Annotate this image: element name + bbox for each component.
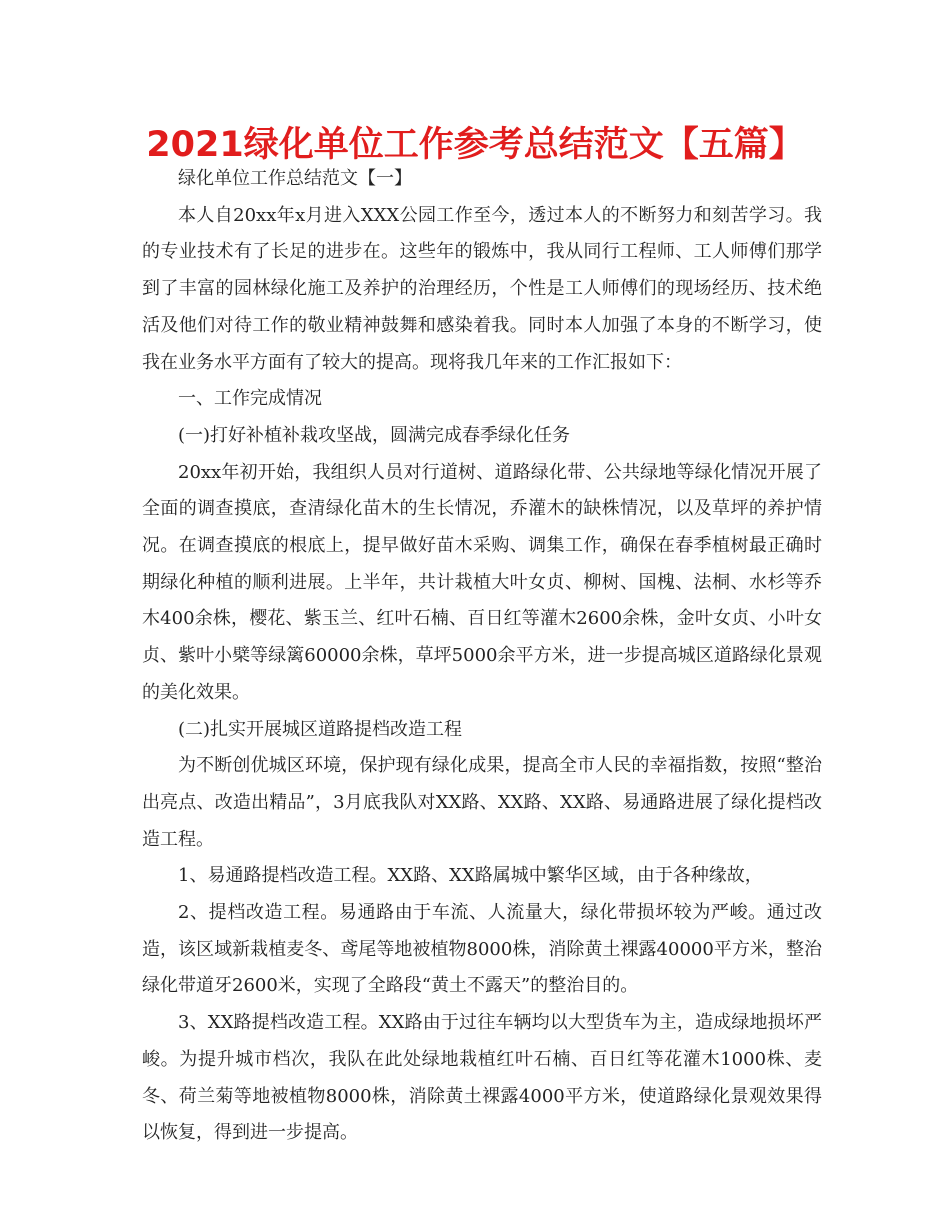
paragraph: 20xx年初开始，我组织人员对行道树、道路绿化带、公共绿地等绿化情况开展了全面的调查摸底，查清绿化苗木的生长情况，乔灌木的缺株情况，以及草坪的养护情况。在调查摸底的根底上，提早做好苗木采购、调集工作，确保在春季植树最正确时期绿化种植的顺利进展。上半年，共计栽植大叶女贞、柳树、国槐、法桐、水杉等乔木400余株，樱花、紫玉兰、红叶石楠、百日红等灌木2600余株，金叶女贞、小叶女贞、紫叶小檗等绿篱60000余株，草坪5000余平方米，进一步提高城区道路绿化景观的美化效果。 xyxy=(142,461,822,703)
paragraph: 2、提档改造工程。易通路由于车流、人流量大，绿化带损坏较为严峻。通过改造，该区域新栽植麦冬、鸢尾等地被植物8000株，消除黄土裸露40000平方米，整治绿化带道牙2600米，实现了全路段“黄土不露天”的整治目的。 xyxy=(142,902,822,997)
subsection-heading: (一)打好补植补栽攻坚战，圆满完成春季绿化任务 xyxy=(178,424,571,446)
paragraph: 本人自20xx年x月进入XXX公园工作至今，透过本人的不断努力和刻苦学习。我的专业技术有了长足的进步在。这些年的锻炼中，我从同行工程师、工人师傅们那学到了丰富的园林绿化施工及养护的治理经历，个性是工人师傅们的现场经历、技术绝活及他们对待工作的敬业精神鼓舞和感染着我。同时本人加强了本身的不断学习，使我在业务水平方面有了较大的提高。现将我几年来的工作汇报如下： xyxy=(142,204,822,373)
subsection-heading: (二)扎实开展城区道路提档改造工程 xyxy=(178,718,463,740)
document-body xyxy=(142,161,822,1152)
document-title: 2021绿化单位工作参考总结范文【五篇】 xyxy=(146,125,804,165)
paragraph: 3、XX路提档改造工程。XX路由于过往车辆均以大型货车为主，造成绿地损坏严峻。为提升城市档次，我队在此处绿地栽植红叶石楠、百日红等花灌木1000株、麦冬、荷兰菊等地被植物8000株，消除黄土裸露4000平方米，使道路绿化景观效果得以恢复，得到进一步提高。 xyxy=(142,1012,822,1144)
paragraph: 1、易通路提档改造工程。XX路、XX路属城中繁华区域，由于各种缘故， xyxy=(178,865,763,887)
section-heading: 一、工作完成情况 xyxy=(178,388,322,410)
section-heading: 绿化单位工作总结范文【一】 xyxy=(178,168,412,189)
paragraph: 为不断创优城区环境，保护现有绿化成果，提高全市人民的幸福指数，按照“整治出亮点、改造出精品”，3月底我队对XX路、XX路、XX路、易通路进展了绿化提档改造工程。 xyxy=(142,755,822,850)
